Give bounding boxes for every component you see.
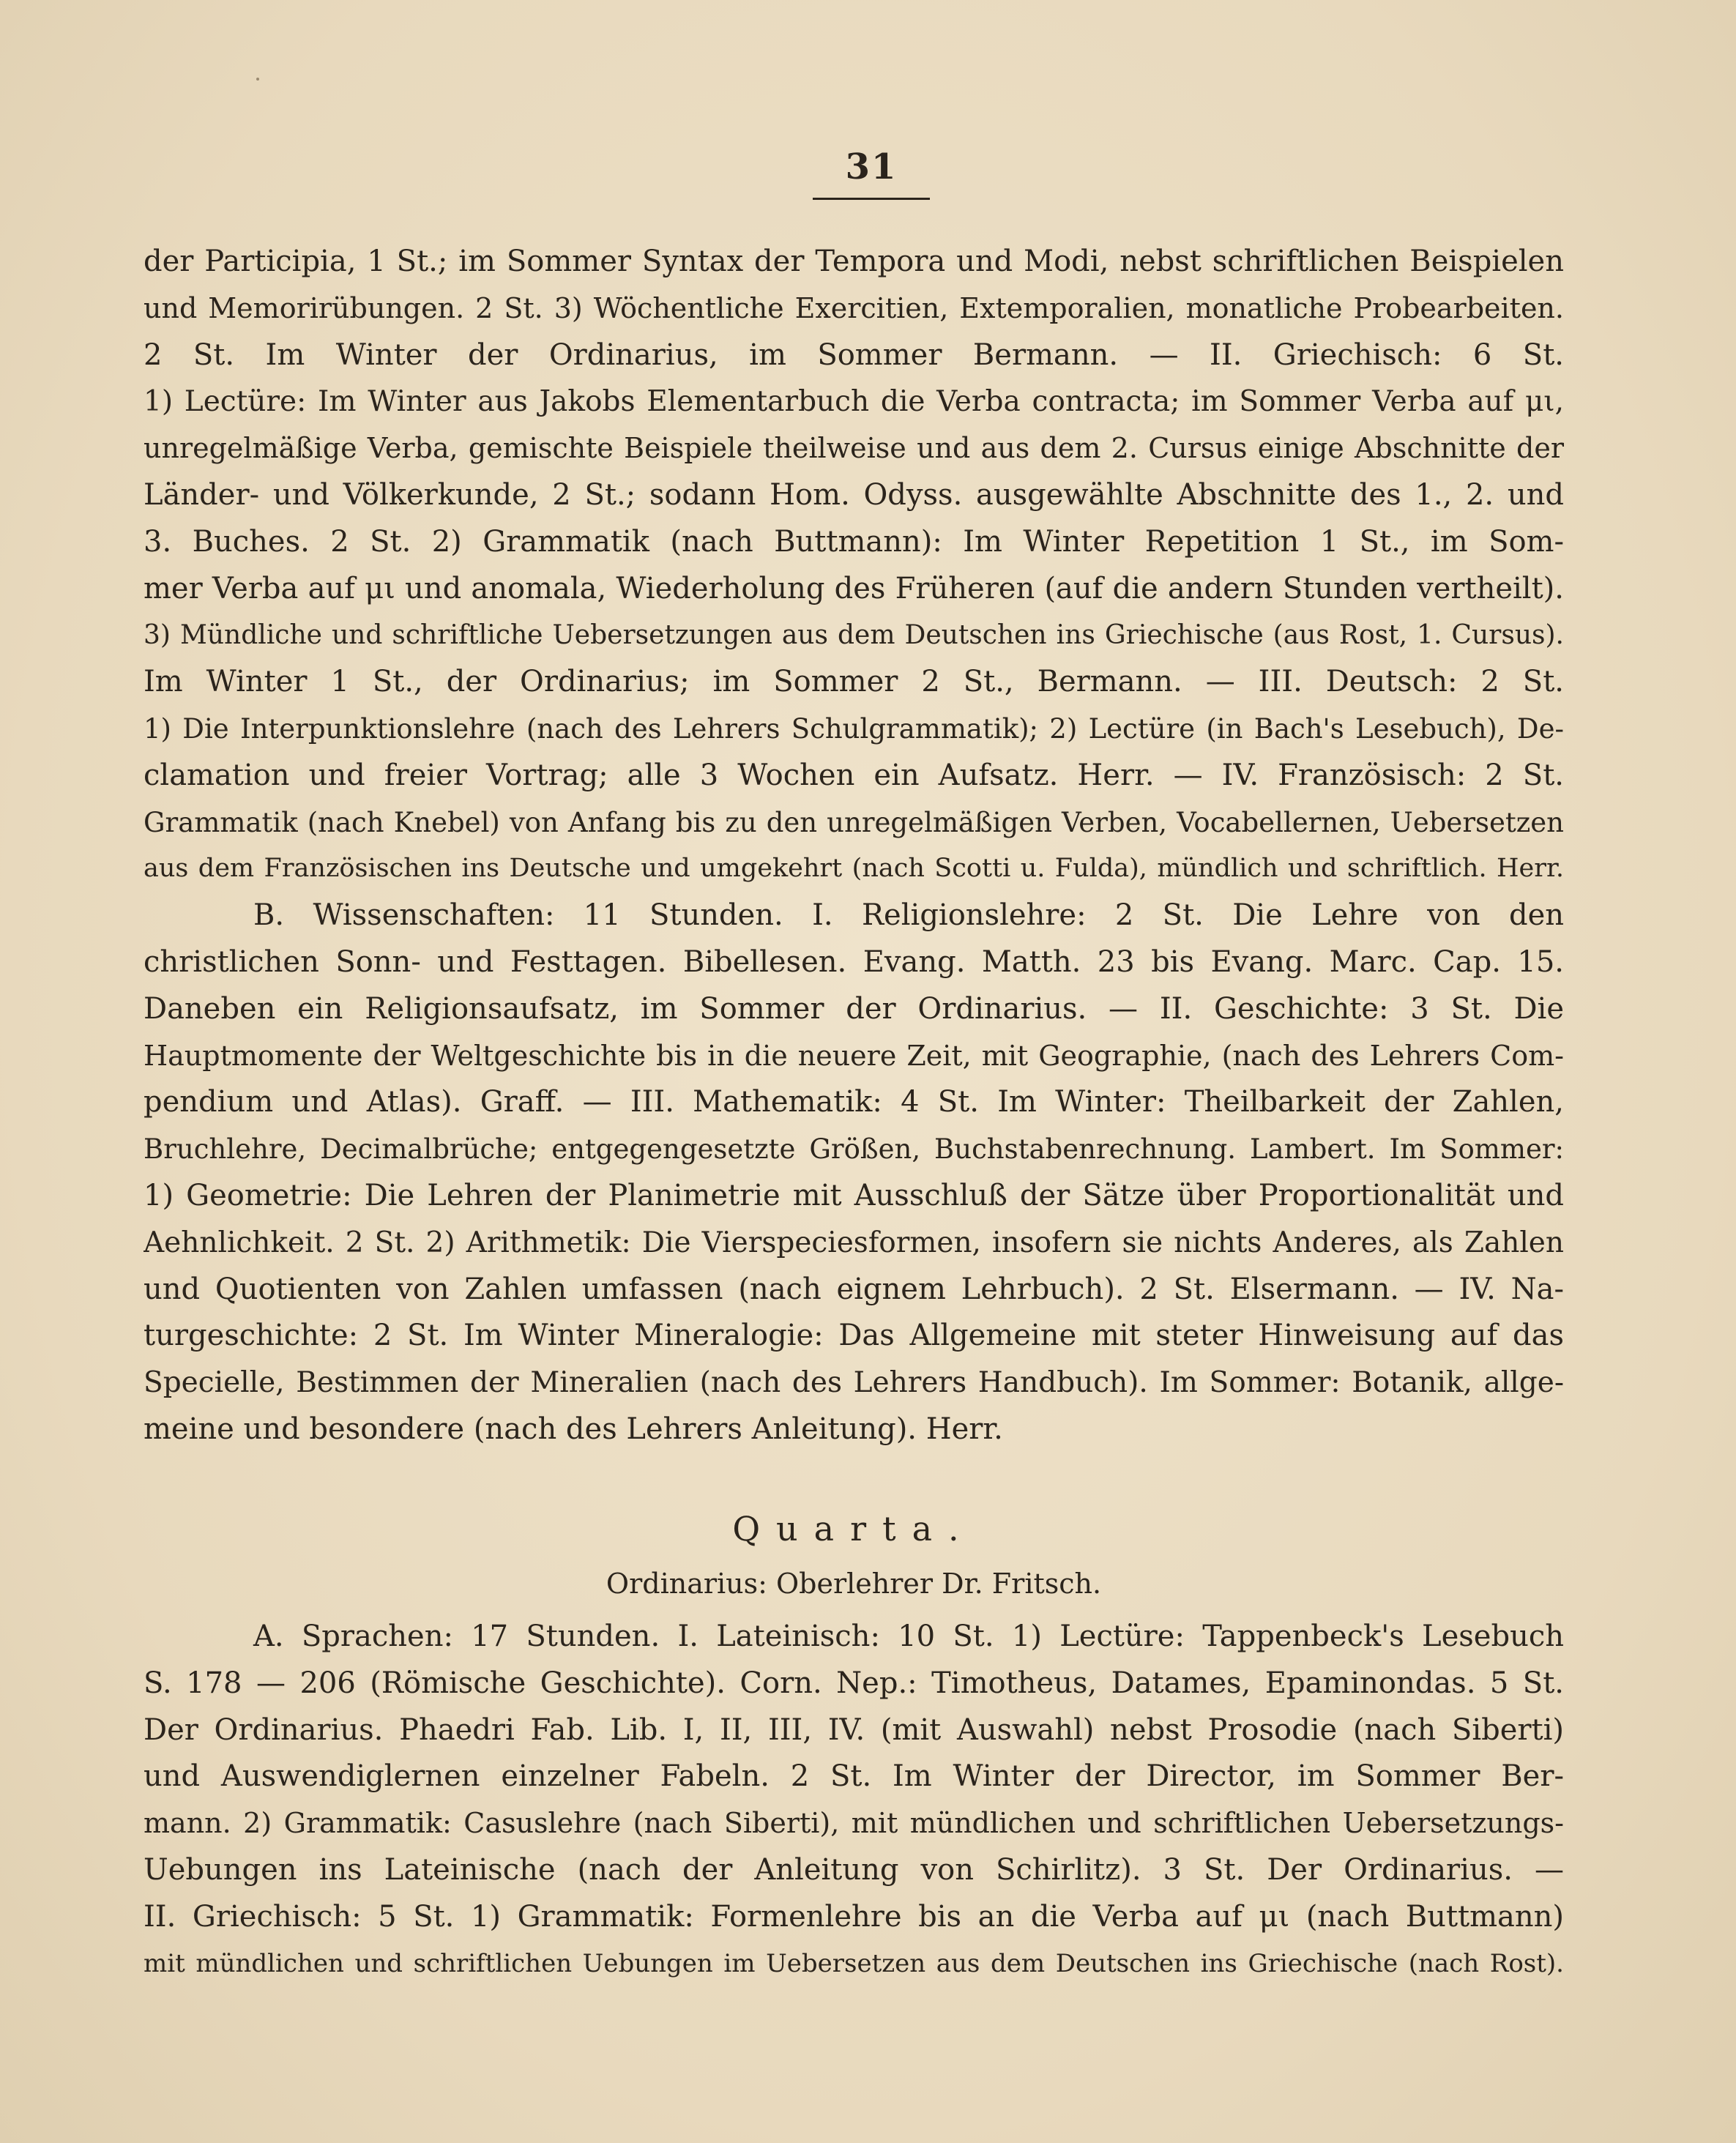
text-line: 1) Lectüre: Im Winter aus Jakobs Elementarbuch die Verba contracta; im Sommer Verba auf μι, — [144, 385, 1564, 419]
page-number-rule — [813, 198, 930, 200]
section-subheading: Ordinarius: Oberlehrer Dr. Fritsch. — [606, 1568, 1102, 1600]
paper-speck — [256, 78, 259, 81]
text-line: 2 St. Im Winter der Ordinarius, im Sommer Bermann. — II. Griechisch: 6 St. — [144, 338, 1564, 372]
text-line: Daneben ein Religionsaufsatz, im Sommer der Ordinarius. — II. Geschichte: 3 St. Die — [144, 991, 1564, 1026]
text-line: 3. Buches. 2 St. 2) Grammatik (nach Buttmann): Im Winter Repetition 1 St., im Som- — [144, 524, 1564, 559]
text-line: und Memorirübungen. 2 St. 3) Wöchentliche Exercitien, Extemporalien, monatliche Probearbeiten. — [144, 291, 1564, 324]
text-line: christlichen Sonn- und Festtagen. Bibellesen. Evang. Matth. 23 bis Evang. Marc. Cap. 15. — [144, 944, 1564, 979]
text-line: mit mündlichen und schriftlichen Uebungen im Uebersetzen aus dem Deutschen ins Griechische (nach Rost). — [144, 1948, 1564, 1978]
text-line: der Participia, 1 St.; im Sommer Syntax der Tempora und Modi, nebst schriftlichen Beispielen — [144, 245, 1564, 278]
text-line: Im Winter 1 St., der Ordinarius; im Sommer 2 St., Bermann. — III. Deutsch: 2 St. — [144, 665, 1564, 699]
text-line-indented: B. Wissenschaften: 11 Stunden. I. Religionslehre: 2 St. Die Lehre von den — [253, 898, 1564, 933]
text-line: pendium und Atlas). Graff. — III. Mathematik: 4 St. Im Winter: Theilbarkeit der Zahlen, — [144, 1085, 1564, 1119]
text-line: 1) Geometrie: Die Lehren der Planimetrie mit Ausschluß der Sätze über Proportionalität und — [144, 1178, 1564, 1212]
text-line: 1) Die Interpunktionslehre (nach des Lehrers Schulgrammatik); 2) Lectüre (in Bach's Lesebuch), De- — [144, 712, 1564, 745]
text-line: Der Ordinarius. Phaedri Fab. Lib. I, II, III, IV. (mit Auswahl) nebst Prosodie (nach Siberti) — [144, 1712, 1564, 1747]
text-line: turgeschichte: 2 St. Im Winter Mineralogie: Das Allgemeine mit steter Hinweisung auf das — [144, 1319, 1564, 1353]
text-line: Grammatik (nach Knebel) von Anfang bis zu den unregelmäßigen Verben, Vocabellernen, Uebersetzen — [144, 806, 1564, 838]
text-line-last: meine und besondere (nach des Lehrers Anleitung). Herr. — [144, 1412, 1003, 1446]
text-line: Bruchlehre, Decimalbrüche; entgegengesetzte Größen, Buchstabenrechnung. Lambert. Im Sommer: — [144, 1133, 1564, 1166]
text-line: clamation und freier Vortrag; alle 3 Wochen ein Aufsatz. Herr. — IV. Französisch: 2 St. — [144, 758, 1564, 792]
text-line-indented: A. Sprachen: 17 Stunden. I. Lateinisch: 10 St. 1) Lectüre: Tappenbeck's Lesebuch — [253, 1620, 1564, 1653]
page-number: 31 — [845, 146, 898, 187]
text-line: Uebungen ins Lateinische (nach der Anleitung von Schirlitz). 3 St. Der Ordinarius. — — [144, 1852, 1564, 1887]
text-line: II. Griechisch: 5 St. 1) Grammatik: Formenlehre bis an die Verba auf μι (nach Buttmann) — [144, 1899, 1564, 1934]
text-line: aus dem Französischen ins Deutsche und umgekehrt (nach Scotti u. Fulda), mündlich und schriftlich. Herr. — [144, 854, 1564, 884]
text-line: Specielle, Bestimmen der Mineralien (nach des Lehrers Handbuch). Im Sommer: Botanik, allge- — [144, 1366, 1564, 1400]
text-block-sekunda-continued — [144, 239, 1564, 1453]
section-heading: Quarta. — [732, 1509, 975, 1548]
text-line: unregelmäßige Verba, gemischte Beispiele theilweise und aus dem 2. Cursus einige Abschnitte der — [144, 432, 1564, 465]
text-line: Aehnlichkeit. 2 St. 2) Arithmetik: Die Vierspeciesformen, insofern sie nichts Anderes, als Zahlen — [144, 1226, 1564, 1259]
text-line: und Quotienten von Zahlen umfassen (nach eignem Lehrbuch). 2 St. Elsermann. — IV. Na- — [144, 1272, 1564, 1306]
text-line: mann. 2) Grammatik: Casuslehre (nach Siberti), mit mündlichen und schriftlichen Uebersetzungs- — [144, 1807, 1564, 1840]
section-quarta — [144, 1499, 1564, 1987]
text-line: mer Verba auf μι und anomala, Wiederholung des Früheren (auf die andern Stunden vertheilt). — [144, 571, 1564, 605]
text-line: S. 178 — 206 (Römische Geschichte). Corn. Nep.: Timotheus, Datames, Epaminondas. 5 St. — [144, 1666, 1564, 1700]
text-line: und Auswendiglernen einzelner Fabeln. 2 St. Im Winter der Director, im Sommer Ber- — [144, 1759, 1564, 1794]
text-line: Hauptmomente der Weltgeschichte bis in die neuere Zeit, mit Geographie, (nach des Lehrers Com- — [144, 1039, 1564, 1072]
text-line: 3) Mündliche und schriftliche Uebersetzungen aus dem Deutschen ins Griechische (aus Rost, 1. Cursus). — [144, 620, 1564, 651]
text-line: Länder- und Völkerkunde, 2 St.; sodann Hom. Odyss. ausgewählte Abschnitte des 1., 2. und — [144, 477, 1564, 512]
